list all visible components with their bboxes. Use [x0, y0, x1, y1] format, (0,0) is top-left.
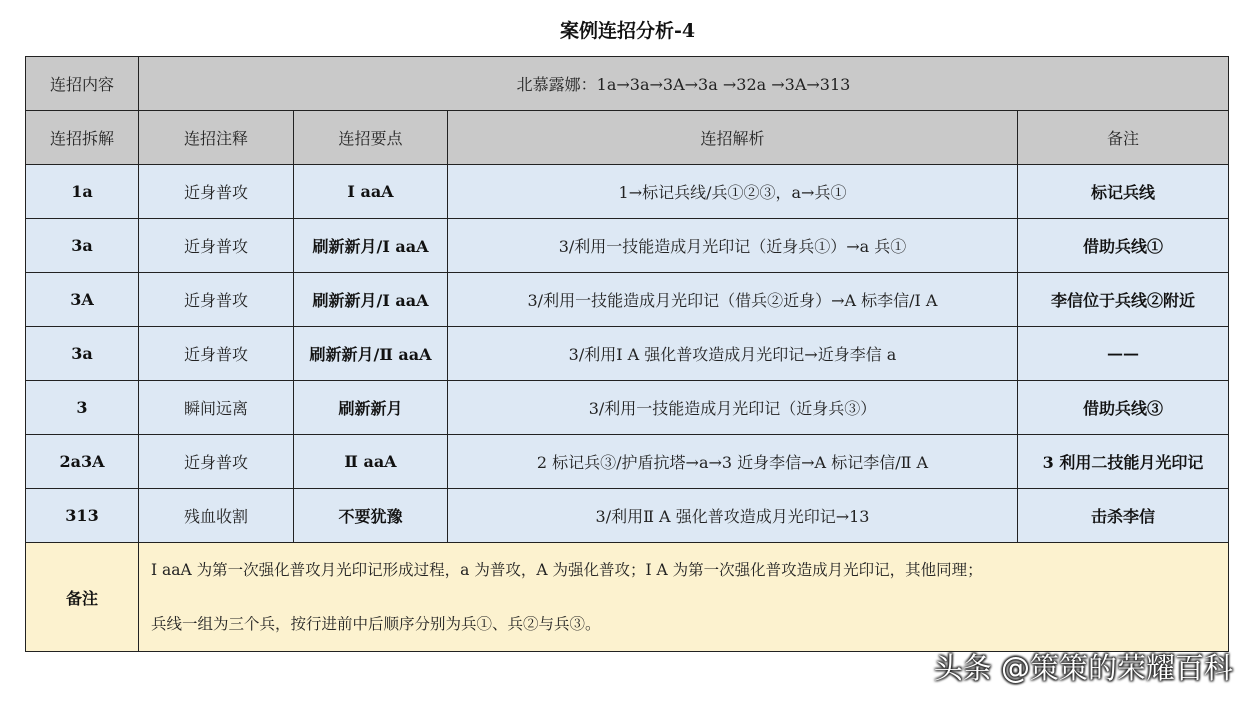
- cell-annotation: 近身普攻: [139, 219, 294, 273]
- cell-analysis: 3/利用一技能造成月光印记（借兵②近身）→A 标李信/Ⅰ A: [448, 273, 1018, 327]
- cell-key-point: 刷新新月/Ⅱ aaA: [294, 327, 448, 381]
- cell-remark: 借助兵线③: [1018, 381, 1229, 435]
- column-header-row: [26, 111, 1229, 165]
- table-row: [26, 273, 1229, 327]
- cell-step: 1a: [26, 165, 139, 219]
- cell-annotation: 近身普攻: [139, 165, 294, 219]
- cell-analysis: 3/利用Ⅱ A 强化普攻造成月光印记→13: [448, 489, 1018, 543]
- cell-annotation: 近身普攻: [139, 327, 294, 381]
- cell-annotation: 近身普攻: [139, 435, 294, 489]
- table-row: [26, 381, 1229, 435]
- cell-step: 3a: [26, 219, 139, 273]
- cell-annotation: 残血收割: [139, 489, 294, 543]
- content-row: [26, 57, 1229, 111]
- cell-remark: 3 利用二技能月光印记: [1018, 435, 1229, 489]
- cell-analysis: 3/利用一技能造成月光印记（近身兵①）→a 兵①: [448, 219, 1018, 273]
- cell-step: 313: [26, 489, 139, 543]
- note-content: [139, 543, 1229, 652]
- column-header: 连招注释: [139, 111, 294, 165]
- cell-remark: 借助兵线①: [1018, 219, 1229, 273]
- table-row: [26, 489, 1229, 543]
- column-header: 连招要点: [294, 111, 448, 165]
- content-value: 北慕露娜：1a→3a→3A→3a →32a →3A→313: [139, 57, 1229, 111]
- note-line: Ⅰ aaA 为第一次强化普攻月光印记形成过程，a 为普攻，A 为强化普攻；Ⅰ A 为第一次强化普攻造成月光印记，其他同理；: [151, 561, 983, 579]
- cell-analysis: 3/利用一技能造成月光印记（近身兵③）: [448, 381, 1018, 435]
- content-label: 连招内容: [26, 57, 139, 111]
- cell-remark: ——: [1018, 327, 1229, 381]
- column-header: 连招拆解: [26, 111, 139, 165]
- cell-step: 3a: [26, 327, 139, 381]
- table-row: [26, 327, 1229, 381]
- cell-key-point: 不要犹豫: [294, 489, 448, 543]
- note-line: 兵线一组为三个兵，按行进前中后顺序分别为兵①、兵②与兵③。: [151, 615, 601, 633]
- cell-key-point: 刷新新月/Ⅰ aaA: [294, 219, 448, 273]
- cell-analysis: 3/利用Ⅰ A 强化普攻造成月光印记→近身李信 a: [448, 327, 1018, 381]
- cell-key-point: 刷新新月/Ⅰ aaA: [294, 273, 448, 327]
- note-label: 备注: [26, 543, 139, 652]
- cell-step: 3: [26, 381, 139, 435]
- cell-key-point: Ⅰ aaA: [294, 165, 448, 219]
- cell-key-point: 刷新新月: [294, 381, 448, 435]
- note-row: [26, 543, 1229, 652]
- cell-key-point: Ⅱ aaA: [294, 435, 448, 489]
- cell-remark: 李信位于兵线②附近: [1018, 273, 1229, 327]
- column-header: 连招解析: [448, 111, 1018, 165]
- cell-step: 3A: [26, 273, 139, 327]
- watermark: 头条 @策策的荣耀百科: [933, 651, 1233, 685]
- cell-annotation: 瞬间远离: [139, 381, 294, 435]
- table-row: [26, 219, 1229, 273]
- cell-step: 2a3A: [26, 435, 139, 489]
- cell-annotation: 近身普攻: [139, 273, 294, 327]
- table-row: [26, 165, 1229, 219]
- cell-analysis: 1→标记兵线/兵①②③，a→兵①: [448, 165, 1018, 219]
- cell-remark: 标记兵线: [1018, 165, 1229, 219]
- table-row: [26, 435, 1229, 489]
- column-header: 备注: [1018, 111, 1229, 165]
- combo-table: [25, 56, 1229, 652]
- cell-analysis: 2 标记兵③/护盾抗塔→a→3 近身李信→A 标记李信/Ⅱ A: [448, 435, 1018, 489]
- page-title: 案例连招分析-4: [559, 20, 696, 42]
- cell-remark: 击杀李信: [1018, 489, 1229, 543]
